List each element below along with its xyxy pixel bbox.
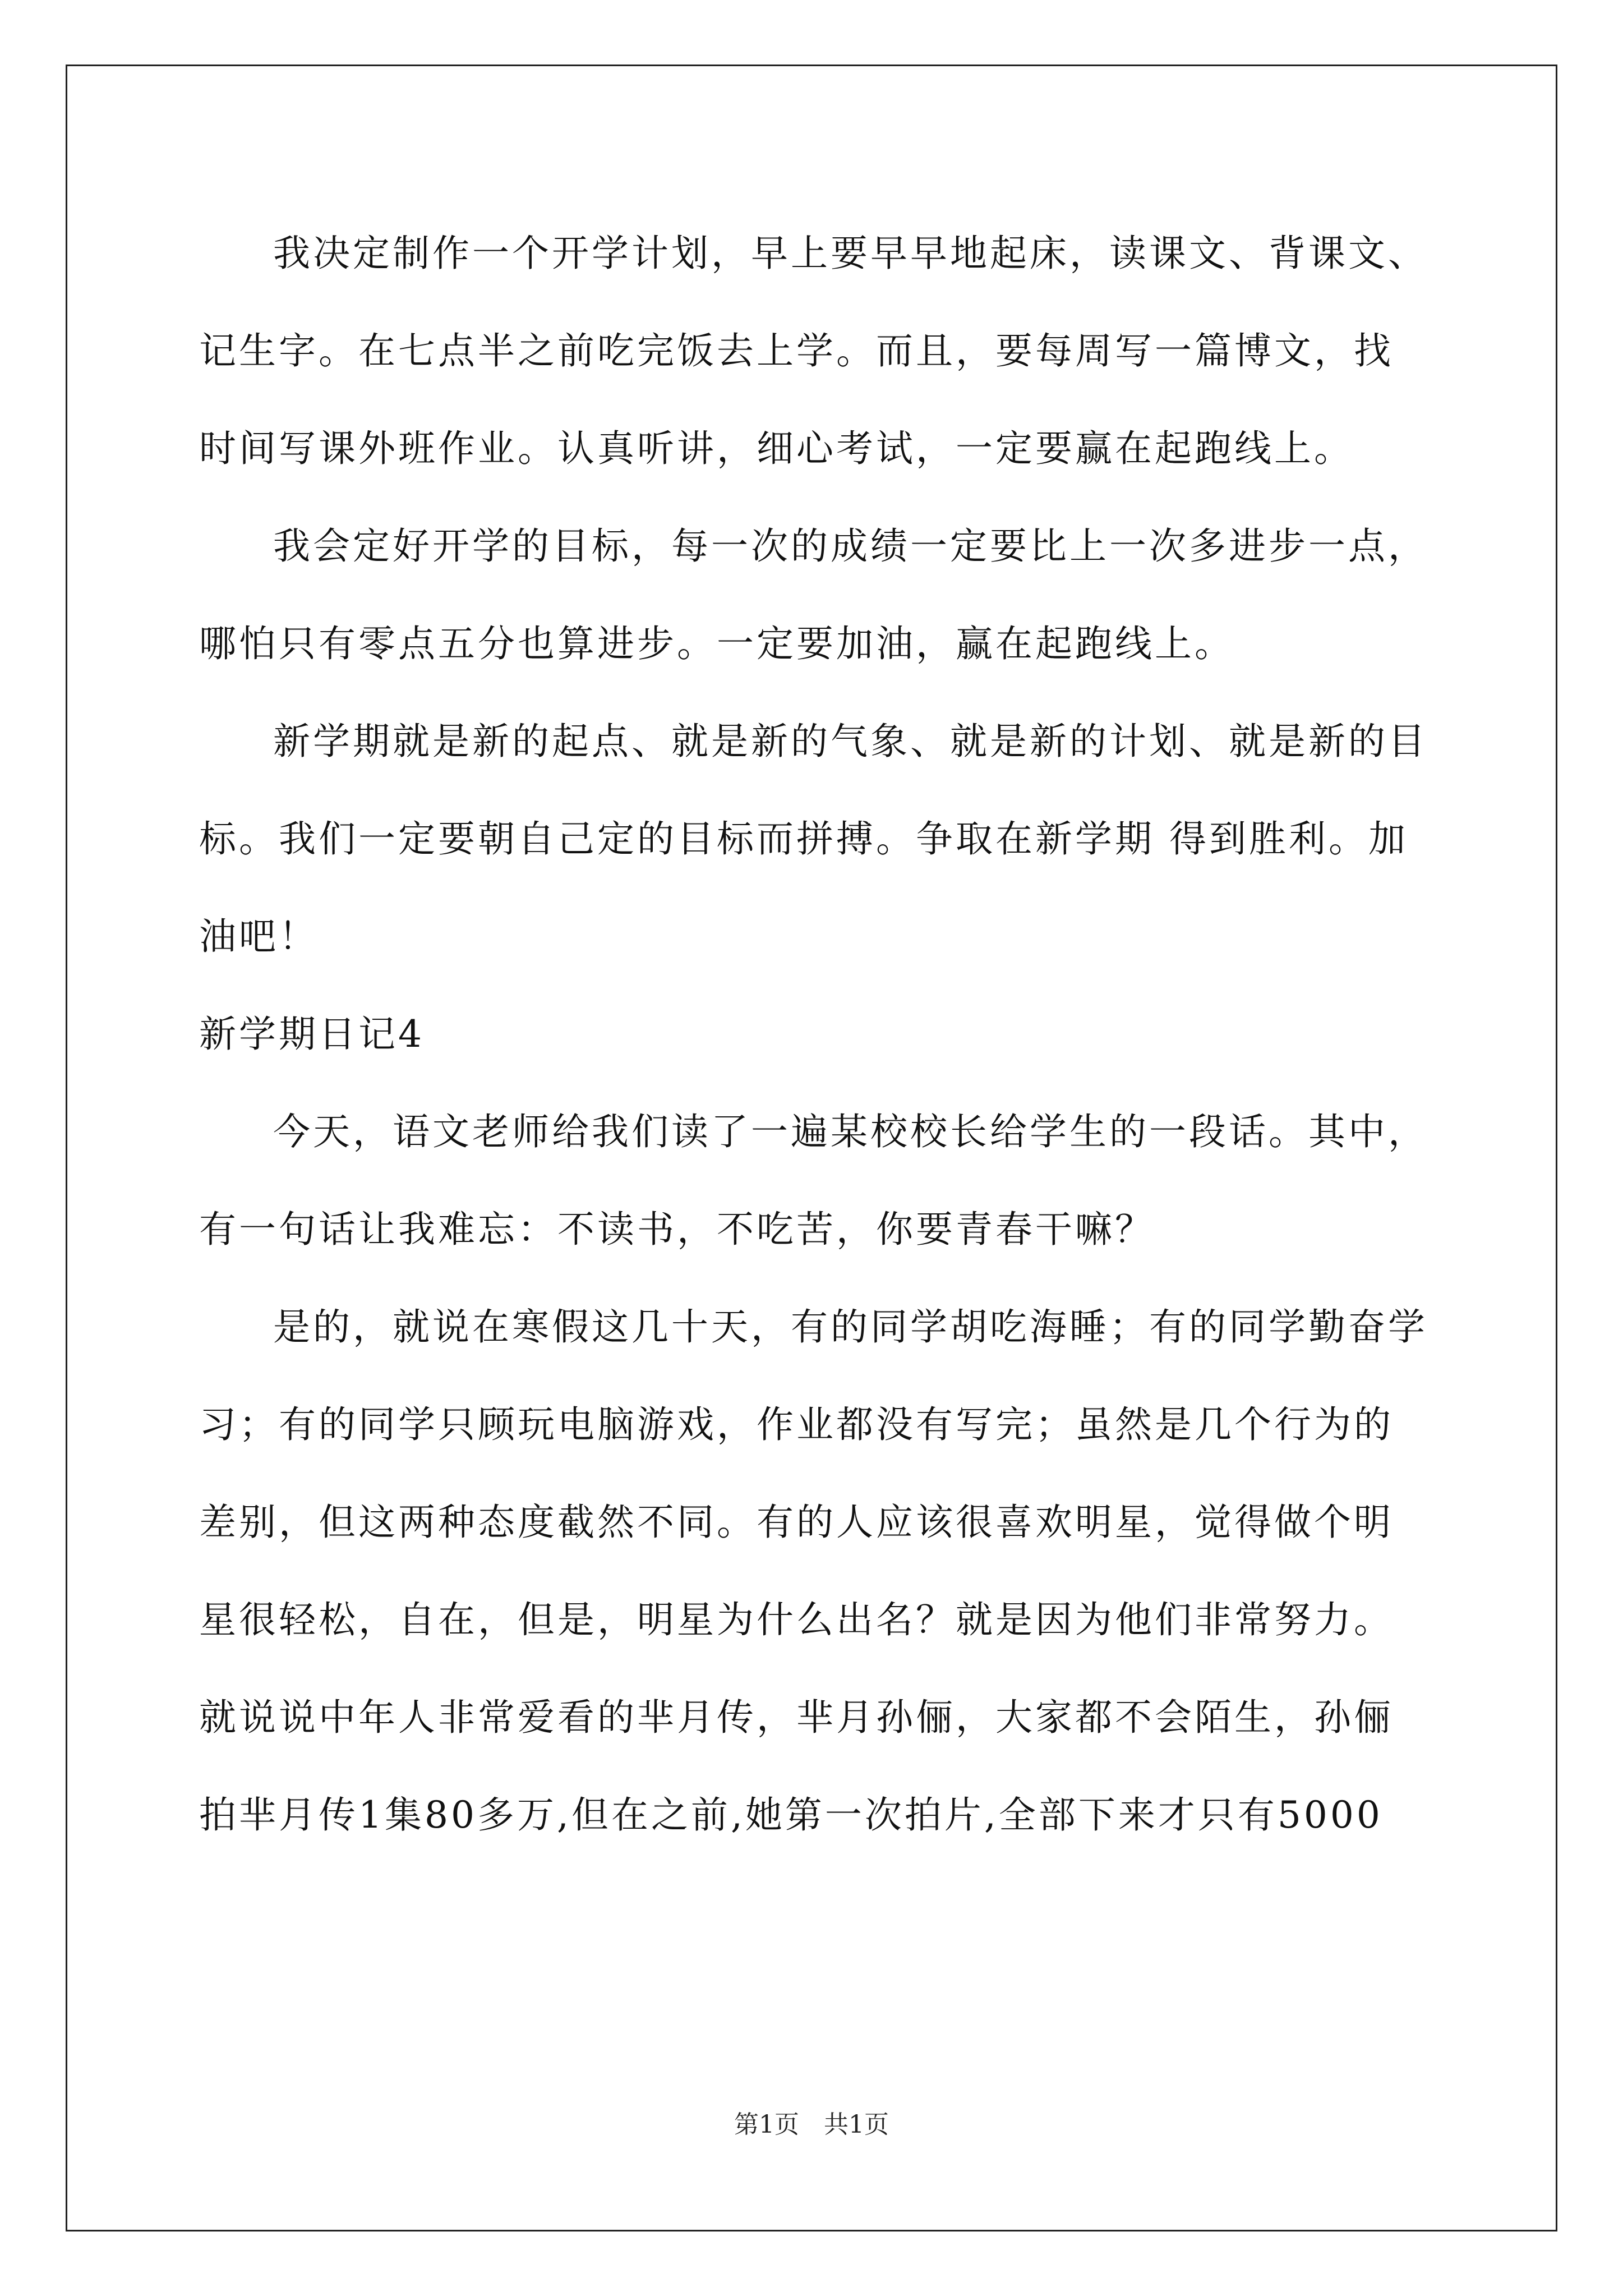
paragraph: 我决定制作一个开学计划，早上要早早地起床，读课文、背课文、记生字。在七点半之前吃完饭去上学。而且，要每周写一篇博文，找时间写课外班作业。认真听讲，细心考试，一定要赢在起跑线上。 [199, 232, 1428, 470]
section-title: 新学期日记4 [199, 1013, 425, 1056]
page-number: 第1页 共1页 [734, 2110, 889, 2139]
paragraph: 是的，就说在寒假这几十天，有的同学胡吃海睡；有的同学勤奋学习；有的同学只顾玩电脑游戏，作业都没有写完；虽然是几个行为的差别，但这两种态度截然不同。有的人应该很喜欢明星，觉得做个明星很轻松，自在，但是，明星为什么出名？就是因为他们非常努力。就说说中年人非常爱看的芈月传，芈月孙俪，大家都不会陌生，孙俪拍芈月传1集80多万,但在之前,她第一次拍片,全部下来才只有5000 [199, 1305, 1428, 1837]
document-body [199, 205, 1433, 1864]
paragraph: 我会定好开学的目标，每一次的成绩一定要比上一次多进步一点，哪怕只有零点五分也算进步。一定要加油，赢在起跑线上。 [199, 524, 1428, 665]
paragraph: 新学期就是新的起点、就是新的气象、就是新的计划、就是新的目标。我们一定要朝自己定的目标而拼搏。争取在新学期 得到胜利。加油吧！ [199, 720, 1428, 958]
paragraph: 今天，语文老师给我们读了一遍某校校长给学生的一段话。其中，有一句话让我难忘：不读书，不吃苦，你要青春干嘛？ [199, 1110, 1428, 1251]
